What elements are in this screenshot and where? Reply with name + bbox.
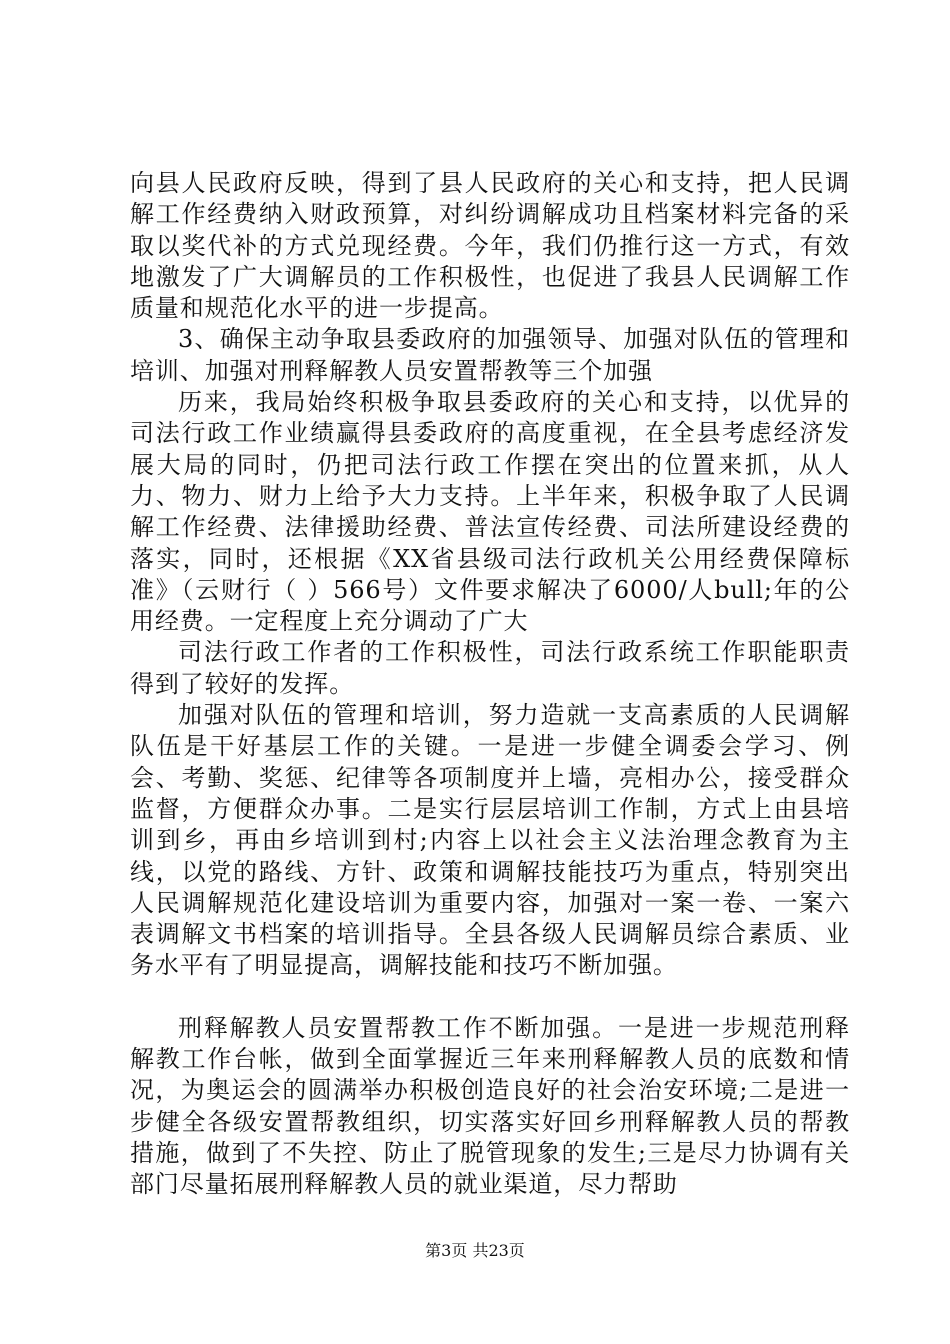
paragraph-team-training: 加强对队伍的管理和培训，努力造就一支高素质的人民调解队伍是干好基层工作的关键。一是进一步健全调委会学习、例会、考勤、奖惩、纪律等各项制度并上墙，亮相办公，接受群众监督，方便群众办事。二是实行层层培训工作制，方式上由县培训到乡，再由乡培训到村;内容上以社会主义法治理念教育为主线，以党的路线、方针、政策和调解技能技巧为重点，特别突出人民调解规范化建设培训为重要内容，加强对一案一卷、一案六表调解文书档案的培训指导。全县各级人民调解员综合素质、业务水平有了明显提高，调解技能和技巧不断加强。 bbox=[130, 701, 850, 980]
paragraph-judicial-staff: 司法行政工作者的工作积极性，司法行政系统工作职能职责得到了较好的发挥。 bbox=[130, 638, 850, 698]
paragraph-county-gov-funding: 向县人民政府反映，得到了县人民政府的关心和支持，把人民调解工作经费纳入财政预算，对纠纷调解成功且档案材料完备的采取以奖代补的方式兑现经费。今年，我们仍推行这一方式，有效地激发了广大调解员的工作积极性，也促进了我县人民调解工作质量和规范化水平的进一步提高。 bbox=[130, 169, 850, 323]
page-number-footer: 第3页 共23页 bbox=[425, 1241, 525, 1260]
paragraph-leadership-support: 历来，我局始终积极争取县委政府的关心和支持，以优异的司法行政工作业绩赢得县委政府的高度重视，在全县考虑经济发展大局的同时，仍把司法行政工作摆在突出的位置来抓，从人力、物力、财力上给予大力支持。上半年来，积极争取了人民调解工作经费、法律援助经费、普法宣传经费、司法所建设经费的落实，同时，还根据《XX省县级司法行政机关公用经费保障标准》（云财行（ ）566号）文件要求解决了6000/人bull;年的公用经费。一定程度上充分调动了广大 bbox=[130, 388, 850, 636]
paragraph-resettlement-assistance: 刑释解教人员安置帮教工作不断加强。一是进一步规范刑释解教工作台帐，做到全面掌握近三年来刑释解教人员的底数和情况，为奥运会的圆满举办积极创造良好的社会治安环境;二是进一步健全各级安置帮教组织，切实落实好回乡刑释解教人员的帮教措施，做到了不失控、防止了脱管现象的发生;三是尽力协调有关部门尽量拓展刑释解教人员的就业渠道，尽力帮助 bbox=[130, 1013, 850, 1199]
document-body bbox=[130, 168, 850, 1201]
paragraph-spacer bbox=[130, 982, 850, 1013]
section-heading-three-strengthens: 3、确保主动争取县委政府的加强领导、加强对队伍的管理和培训、加强对刑释解教人员安置帮教等三个加强 bbox=[130, 325, 850, 385]
